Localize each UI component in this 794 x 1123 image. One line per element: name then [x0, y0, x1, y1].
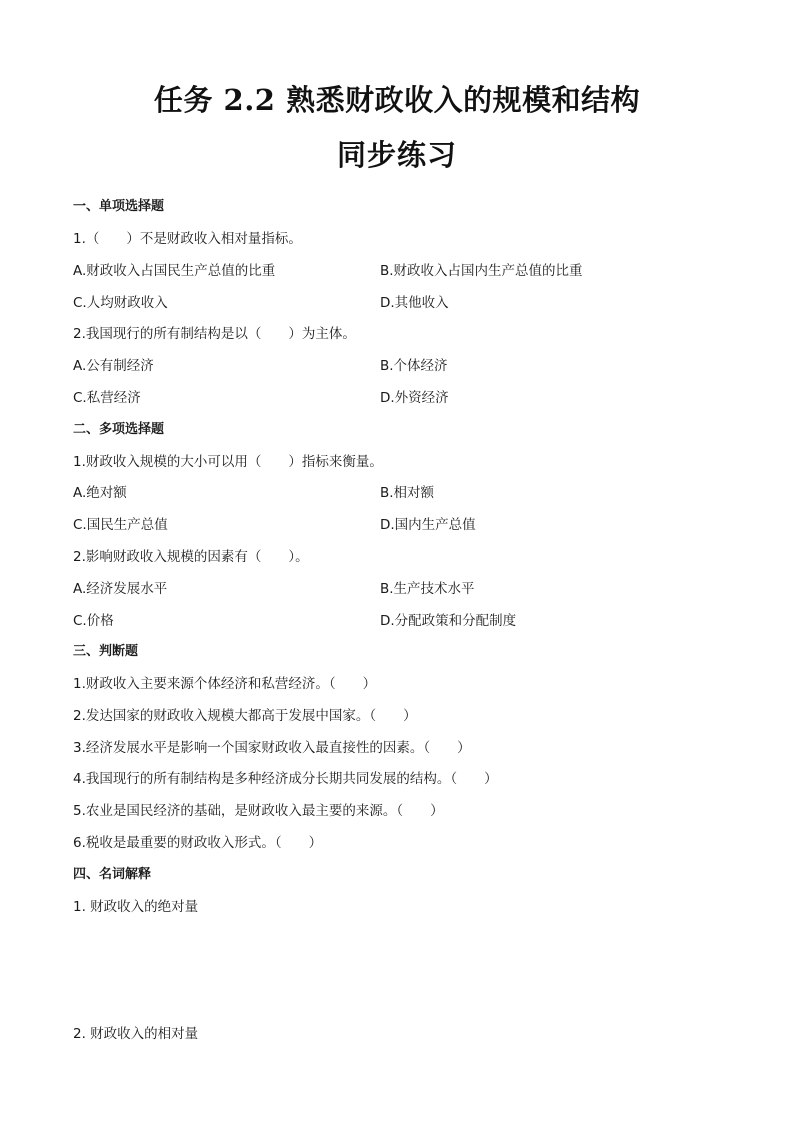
section-heading-multiple-choice: 二、多项选择题: [73, 422, 165, 437]
document-title: 任务 2.2 熟悉财政收入的规模和结构: [153, 83, 641, 117]
question-stem: 1.（ ）不是财政收入相对量指标。: [73, 231, 302, 247]
option-c: C.私营经济: [73, 390, 141, 406]
option-d: D.国内生产总值: [380, 517, 476, 533]
option-a: A.财政收入占国民生产总值的比重: [73, 263, 276, 279]
option-c: C.国民生产总值: [73, 517, 168, 533]
option-d: D.外资经济: [380, 390, 449, 406]
question-stem: 1.财政收入规模的大小可以用（ ）指标来衡量。: [73, 454, 383, 470]
section-heading-single-choice: 一、单项选择题: [73, 199, 165, 214]
option-b: B.生产技术水平: [380, 581, 475, 597]
section-heading-term-definition: 四、名词解释: [73, 867, 152, 882]
judgement-item: 2.发达国家的财政收入规模大都高于发展中国家。（ ）: [73, 708, 417, 724]
option-d: D.其他收入: [380, 295, 449, 311]
document-subtitle: 同步练习: [336, 138, 457, 172]
section-heading-true-false: 三、判断题: [73, 644, 139, 659]
option-b: B.个体经济: [380, 358, 448, 374]
question-stem: 2.我国现行的所有制结构是以（ ）为主体。: [73, 326, 356, 342]
option-c: C.人均财政收入: [73, 295, 168, 311]
option-c: C.价格: [73, 613, 114, 629]
term-item: 1. 财政收入的绝对量: [73, 899, 199, 915]
judgement-item: 3.经济发展水平是影响一个国家财政收入最直接性的因素。（ ）: [73, 740, 471, 756]
option-b: B.相对额: [380, 485, 435, 501]
question-stem: 2.影响财政收入规模的因素有（ ）。: [73, 549, 309, 565]
term-item: 2. 财政收入的相对量: [73, 1026, 199, 1042]
option-a: A.经济发展水平: [73, 581, 168, 597]
option-a: A.公有制经济: [73, 358, 154, 374]
option-a: A.绝对额: [73, 485, 127, 501]
judgement-item: 4.我国现行的所有制结构是多种经济成分长期共同发展的结构。（ ）: [73, 771, 498, 787]
judgement-item: 6.税收是最重要的财政收入形式。（ ）: [73, 835, 323, 851]
option-b: B.财政收入占国内生产总值的比重: [380, 263, 583, 279]
judgement-item: 5.农业是国民经济的基础，是财政收入最主要的来源。（ ）: [73, 803, 444, 819]
option-d: D.分配政策和分配制度: [380, 613, 517, 629]
judgement-item: 1.财政收入主要来源个体经济和私营经济。（ ）: [73, 676, 377, 692]
